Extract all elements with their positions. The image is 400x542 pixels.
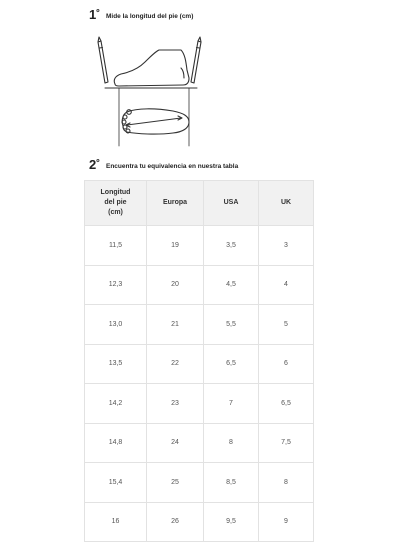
table-header-row [85,181,314,226]
cell-usa: 8 [204,423,259,463]
cell-europa: 25 [147,463,204,503]
step-2-text: Encuentra tu equivalencia en nuestra tabla [105,163,239,170]
cell-uk: 5 [259,305,314,345]
cell-usa: 9,5 [204,502,259,542]
left-pencil-icon [98,37,108,83]
table-row [85,344,314,384]
cell-usa: 3,5 [204,226,259,266]
cell-length: 13,5 [85,344,147,384]
cell-uk: 6 [259,344,314,384]
header-uk: UK [259,181,314,226]
right-pencil-icon [191,37,201,83]
table-row [85,305,314,345]
cell-uk: 4 [259,265,314,305]
cell-length: 15,4 [85,463,147,503]
cell-length: 14,2 [85,384,147,424]
cell-uk: 3 [259,226,314,266]
cell-length: 13,0 [85,305,147,345]
header-europa: Europa [147,181,204,226]
cell-europa: 26 [147,502,204,542]
cell-europa: 24 [147,423,204,463]
table-row [85,423,314,463]
cell-uk: 7,5 [259,423,314,463]
foot-measurement-icon [85,28,215,152]
header-usa: USA [204,181,259,226]
cell-uk: 9 [259,502,314,542]
size-table [84,180,314,542]
cell-usa: 4,5 [204,265,259,305]
step-1-heading [89,6,193,24]
table-row [85,265,314,305]
cell-europa: 20 [147,265,204,305]
table-row [85,463,314,503]
cell-usa: 5,5 [204,305,259,345]
table-row [85,384,314,424]
cell-uk: 8 [259,463,314,503]
step-2-heading [89,156,238,174]
cell-usa: 7 [204,384,259,424]
cell-usa: 6,5 [204,344,259,384]
foot-top-view-icon [122,109,189,134]
table-row [85,226,314,266]
cell-length: 12,3 [85,265,147,305]
cell-length: 16 [85,502,147,542]
cell-europa: 19 [147,226,204,266]
cell-length: 11,5 [85,226,147,266]
cell-europa: 21 [147,305,204,345]
step-2-number: $2^º$ [89,157,100,172]
step-1-number: $1^º$ [89,7,100,22]
step-1-text: Mide la longitud del pie (cm) [105,13,194,20]
cell-europa: 22 [147,344,204,384]
header-foot-length: Longitud del pie (cm) [85,181,147,226]
cell-length: 14,8 [85,423,147,463]
cell-usa: 8,5 [204,463,259,503]
table-row [85,502,314,542]
cell-uk: 6,5 [259,384,314,424]
foot-side-view-icon [114,50,189,86]
cell-europa: 23 [147,384,204,424]
